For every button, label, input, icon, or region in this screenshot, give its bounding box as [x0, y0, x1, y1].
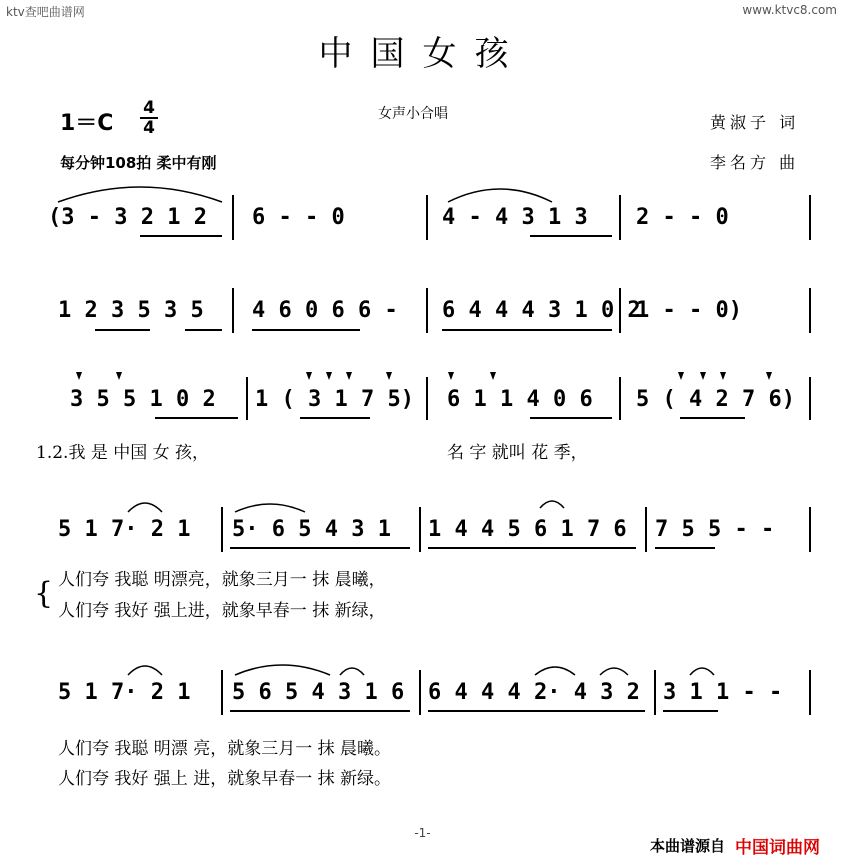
bar-4-2: 5· 6 5 4 3 1: [232, 517, 391, 542]
bar-1-3: 4 - 4 3 1 3: [442, 205, 588, 230]
source-site-link[interactable]: 中国词曲网: [735, 838, 820, 858]
bar-5-2: 5 6 5 4 3 1 6: [232, 680, 405, 705]
lyrics-line-1: 人们夸 我聪 明漂亮，就象三月一 抹 晨曦，: [58, 570, 386, 590]
bar-4-3: 1 4 4 5 6 1 7 6: [428, 517, 627, 542]
key-signature: 1＝C: [60, 111, 114, 136]
time-signature-top: 4: [143, 98, 155, 118]
lyrics-verse-b: 名 字 就叫 花 季，: [447, 443, 588, 463]
bar-3-2: 1 ( 3 1 7 5): [255, 387, 414, 412]
lyricist-credit: 黄淑子 词: [710, 113, 800, 132]
page-number: -1-: [414, 826, 431, 840]
lyrics-line-4: 人们夸 我好 强上 进，就象早春一 抹 新绿。: [58, 769, 392, 789]
bar-2-1: 1 2 3 5 3 5: [58, 298, 204, 323]
bar-5-3: 6 4 4 4 2· 4 3 2: [428, 680, 640, 705]
bar-5-1: 5 1 7· 2 1: [58, 680, 191, 705]
bar-1-2: 6 - - 0: [252, 205, 345, 230]
bar-4-1: 5 1 7· 2 1: [58, 517, 191, 542]
bar-1-4: 2 - - 0: [636, 205, 729, 230]
barlines: [222, 195, 810, 715]
accent-marks: [76, 372, 772, 380]
slurs: [58, 187, 714, 675]
lyrics-line-2: 人们夸 我好 强上进，就象早春一 抹 新绿，: [58, 601, 386, 621]
bar-1-1: (3 - 3 2 1 2: [48, 205, 207, 230]
tempo-marking: 每分钟108拍 柔中有刚: [60, 154, 217, 172]
bar-3-3: 6 1 1 4 0 6: [447, 387, 593, 412]
bar-2-3: 6 4 4 4 3 1 0 2: [442, 298, 641, 323]
bar-3-4: 5 ( 4 2 7 6): [636, 387, 795, 412]
watermark-left: ktv查吧曲谱网: [6, 5, 85, 19]
bar-3-1: 3 5 5 1 0 2: [70, 387, 216, 412]
bar-2-2: 4 6 0 6 6 -: [252, 298, 398, 323]
bar-5-4: 3 1 1 - -: [663, 680, 783, 705]
source-prefix: 本曲谱源自: [650, 837, 726, 855]
song-title: 中国女孩: [318, 34, 527, 74]
time-signature-bottom: 4: [143, 118, 155, 138]
bar-2-4: 1 - - 0): [636, 298, 742, 323]
lyrics-verse-a: 1.2.我 是 中国 女 孩，: [36, 443, 210, 463]
verse-brace: {: [34, 576, 54, 611]
performance-note: 女声小合唱: [378, 106, 448, 122]
lyrics-line-3: 人们夸 我聪 明漂 亮，就象三月一 抹 晨曦。: [58, 739, 392, 759]
composer-credit: 李名方 曲: [710, 153, 800, 172]
bar-4-4: 7 5 5 - -: [655, 517, 775, 542]
watermark-right: www.ktvc8.com: [742, 3, 837, 17]
beams: [95, 236, 745, 711]
